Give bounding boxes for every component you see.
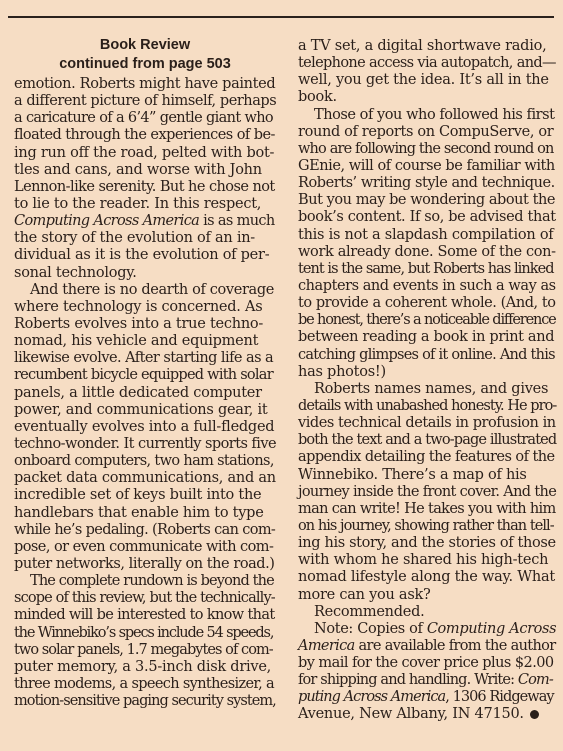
text-line bbox=[298, 38, 556, 55]
line-text: a TV set, a digital shortwave radio, bbox=[298, 38, 547, 54]
line-text: book. bbox=[298, 89, 337, 106]
text-line bbox=[14, 590, 276, 607]
section-heading: Book Review bbox=[99, 37, 191, 53]
text-line bbox=[14, 127, 276, 144]
line-text: the story of the evolution of an in- bbox=[14, 230, 255, 247]
line-text: pose, or even communicate with com- bbox=[14, 538, 274, 555]
line-text: Avenue, New Albany, IN 47150. bbox=[298, 706, 524, 723]
line-text: work already done. Some of the con- bbox=[298, 243, 556, 260]
line-text: book’s content. If so, be advised that bbox=[298, 209, 556, 226]
top-rule bbox=[8, 16, 554, 18]
text-line bbox=[14, 230, 276, 247]
text-line bbox=[298, 261, 556, 278]
line-text: nomad lifestyle along the way. What bbox=[298, 569, 555, 586]
text-line bbox=[14, 367, 276, 384]
line-text: onboard computers, two ham stations, bbox=[14, 453, 274, 470]
line-text: appendix detailing the features of the bbox=[298, 449, 555, 466]
line-text: panels, a little dedicated computer bbox=[14, 384, 262, 401]
line-text: sonal technology. bbox=[14, 264, 137, 281]
text-line bbox=[14, 625, 276, 642]
text-line bbox=[298, 124, 556, 141]
text-line bbox=[298, 244, 556, 261]
line-text: this is not a slapdash compilation of bbox=[298, 226, 554, 243]
text-line bbox=[14, 179, 276, 196]
line-text: vides technical details in profusion in bbox=[298, 415, 556, 432]
text-line bbox=[298, 278, 556, 295]
text-line bbox=[14, 402, 276, 419]
line-text: details with unabashed honesty. He pro- bbox=[298, 397, 557, 414]
text-line bbox=[298, 621, 556, 638]
text-line bbox=[14, 642, 276, 659]
text-line bbox=[298, 655, 556, 672]
text-line bbox=[298, 484, 556, 501]
line-text: to provide a coherent whole. (And, to bbox=[298, 295, 556, 312]
text-line bbox=[298, 415, 556, 432]
line-text: Roberts names names, and gives bbox=[314, 380, 549, 397]
end-mark-icon bbox=[530, 710, 539, 719]
text-line bbox=[14, 505, 276, 522]
text-line bbox=[298, 158, 556, 175]
text-line bbox=[14, 213, 276, 230]
text-line bbox=[298, 638, 556, 655]
line-text: tent is the same, but Roberts has linked bbox=[298, 260, 554, 277]
line-text: The complete rundown is beyond the bbox=[30, 573, 274, 590]
text-line bbox=[298, 107, 556, 124]
line-text: round of reports on CompuServe, or bbox=[298, 123, 554, 140]
text-line bbox=[298, 209, 556, 226]
text-line bbox=[298, 706, 556, 723]
text-line bbox=[14, 676, 276, 693]
text-line bbox=[298, 175, 556, 192]
text-line bbox=[298, 587, 556, 604]
text-line bbox=[298, 569, 556, 586]
text-line bbox=[14, 607, 276, 624]
line-text: on his journey, showing rather than tell- bbox=[298, 517, 554, 534]
line-text: dividual as it is the evolution of per- bbox=[14, 247, 270, 264]
text-line bbox=[14, 93, 276, 110]
line-text: while he’s pedaling. (Roberts can com- bbox=[14, 521, 276, 538]
line-text: a different picture of himself, perhaps bbox=[14, 93, 277, 110]
text-line bbox=[298, 364, 556, 381]
line-text: with whom he shared his high-tech bbox=[298, 552, 549, 569]
line-text: Roberts’ writing style and technique. bbox=[298, 175, 555, 192]
line-text: chapters and events in such a way as bbox=[298, 277, 556, 294]
line-text: tles and cans, and worse with John bbox=[14, 161, 262, 178]
left-column bbox=[14, 36, 276, 710]
text-line bbox=[298, 72, 556, 89]
text-line bbox=[298, 381, 556, 398]
line-text: who are following the second round on bbox=[298, 140, 554, 157]
text-line bbox=[298, 55, 556, 72]
text-line bbox=[298, 89, 556, 106]
text-line bbox=[14, 145, 276, 162]
text-line bbox=[298, 227, 556, 244]
line-text: But you may be wondering about the bbox=[298, 192, 555, 209]
text-line bbox=[14, 76, 276, 93]
line-text: floated through the experiences of be- bbox=[14, 127, 275, 144]
text-line bbox=[14, 556, 276, 573]
text-line bbox=[298, 432, 556, 449]
text-line bbox=[298, 604, 556, 621]
line-text: Winnebiko. There’s a map of his bbox=[298, 466, 527, 483]
text-line bbox=[14, 265, 276, 282]
text-line bbox=[298, 518, 556, 535]
continued-note: continued from page 503 bbox=[59, 56, 231, 72]
line-text: telephone access via autopatch, and— bbox=[298, 55, 556, 72]
line-text: the Winnebiko’s specs include 54 speeds, bbox=[14, 624, 274, 641]
line-text: man can write! He takes you with him bbox=[298, 500, 556, 517]
line-text: Note: Copies of bbox=[314, 620, 427, 637]
text-line bbox=[14, 110, 276, 127]
text-line bbox=[14, 539, 276, 556]
line-text: Recommended. bbox=[314, 603, 425, 620]
book-title-italic: Computing Across America bbox=[14, 213, 200, 230]
line-text: both the text and a two-page illustrated bbox=[298, 432, 557, 449]
text-line bbox=[14, 487, 276, 504]
text-line bbox=[298, 347, 556, 364]
text-line bbox=[298, 329, 556, 346]
line-text: emotion. Roberts might have painted bbox=[14, 76, 276, 92]
text-line bbox=[14, 299, 276, 316]
text-line bbox=[298, 141, 556, 158]
text-line bbox=[298, 449, 556, 466]
line-text: by mail for the cover price plus $2.00 bbox=[298, 655, 554, 672]
line-text: GEnie, will of course be familiar with bbox=[298, 157, 555, 174]
line-text: well, you get the idea. It’s all in the bbox=[298, 72, 549, 89]
text-line bbox=[14, 282, 276, 299]
line-text: scope of this review, but the technically- bbox=[14, 590, 275, 607]
text-line bbox=[298, 467, 556, 484]
text-line bbox=[298, 295, 556, 312]
line-text: And there is no dearth of coverage bbox=[30, 281, 275, 298]
text-line bbox=[14, 316, 276, 333]
line-text: more can you ask? bbox=[298, 586, 431, 603]
text-line bbox=[298, 689, 556, 706]
line-text: journey inside the front cover. And the bbox=[298, 483, 557, 500]
line-text: three modems, a speech synthesizer, a bbox=[14, 675, 274, 692]
line-text: puter memory, a 3.5-inch disk drive, bbox=[14, 658, 272, 675]
line-text: ing run off the road, pelted with bot- bbox=[14, 144, 275, 161]
text-line bbox=[14, 522, 276, 539]
text-line bbox=[298, 312, 556, 329]
right-column-body bbox=[298, 38, 556, 724]
text-line bbox=[298, 672, 556, 689]
text-line bbox=[14, 419, 276, 436]
text-line bbox=[14, 573, 276, 590]
right-column bbox=[298, 38, 556, 724]
text-line bbox=[14, 162, 276, 179]
line-text: be honest, there’s a noticeable difference bbox=[298, 312, 556, 329]
text-line bbox=[14, 453, 276, 470]
line-text-rest: is as much bbox=[199, 213, 275, 230]
line-text-rest: , 1306 Ridgeway bbox=[445, 689, 554, 706]
text-line bbox=[298, 398, 556, 415]
line-text: minded will be interested to know that bbox=[14, 607, 275, 624]
line-text: eventually evolves into a full-fledged bbox=[14, 418, 275, 435]
line-text: between reading a book in print and bbox=[298, 329, 555, 346]
line-text: has photos!) bbox=[298, 363, 386, 380]
line-text: to lie to the reader. In this respect, bbox=[14, 195, 262, 212]
line-text: ing his story, and the stories of those bbox=[298, 535, 556, 552]
line-text-rest: are available from the author bbox=[354, 637, 556, 654]
left-column-body bbox=[14, 76, 276, 710]
line-text: for shipping and handling. Write: bbox=[298, 672, 518, 689]
text-line bbox=[14, 385, 276, 402]
line-text: Those of you who followed his first bbox=[314, 106, 555, 123]
line-text: Lennon-like serenity. But he chose not bbox=[14, 178, 275, 195]
line-text: two solar panels, 1.7 megabytes of com- bbox=[14, 641, 273, 658]
text-line bbox=[14, 470, 276, 487]
line-text: handlebars that enable him to type bbox=[14, 504, 264, 521]
text-line bbox=[14, 436, 276, 453]
book-title-italic: Com- bbox=[517, 672, 553, 689]
text-line bbox=[14, 247, 276, 264]
line-text: techno-wonder. It currently sports five bbox=[14, 435, 276, 452]
line-text: catching glimpses of it online. And this bbox=[298, 346, 555, 363]
line-text: packet data communications, and an bbox=[14, 470, 276, 487]
text-line bbox=[298, 501, 556, 518]
line-text: where technology is concerned. As bbox=[14, 298, 263, 315]
line-text: power, and communications gear, it bbox=[14, 401, 268, 418]
text-line bbox=[14, 693, 276, 710]
text-line bbox=[14, 196, 276, 213]
text-line bbox=[14, 659, 276, 676]
line-text: incredible set of keys built into the bbox=[14, 487, 262, 504]
text-line bbox=[298, 192, 556, 209]
book-title-italic: puting Across America bbox=[298, 689, 446, 706]
text-line bbox=[14, 350, 276, 367]
text-line bbox=[14, 333, 276, 350]
line-text: recumbent bicycle equipped with solar bbox=[14, 367, 273, 384]
line-text: likewise evolve. After starting life as a bbox=[14, 350, 274, 367]
text-line bbox=[298, 535, 556, 552]
book-title-italic: America bbox=[298, 637, 355, 654]
text-line bbox=[298, 552, 556, 569]
line-text: puter networks, literally on the road.) bbox=[14, 555, 275, 572]
line-text: a caricature of a 6’4” gentle giant who bbox=[14, 110, 274, 127]
book-title-italic: Computing Across bbox=[426, 620, 557, 637]
line-text: nomad, his vehicle and equipment bbox=[14, 333, 259, 350]
line-text: Roberts evolves into a true techno- bbox=[14, 315, 264, 332]
line-text: motion-sensitive paging security system, bbox=[14, 693, 276, 710]
